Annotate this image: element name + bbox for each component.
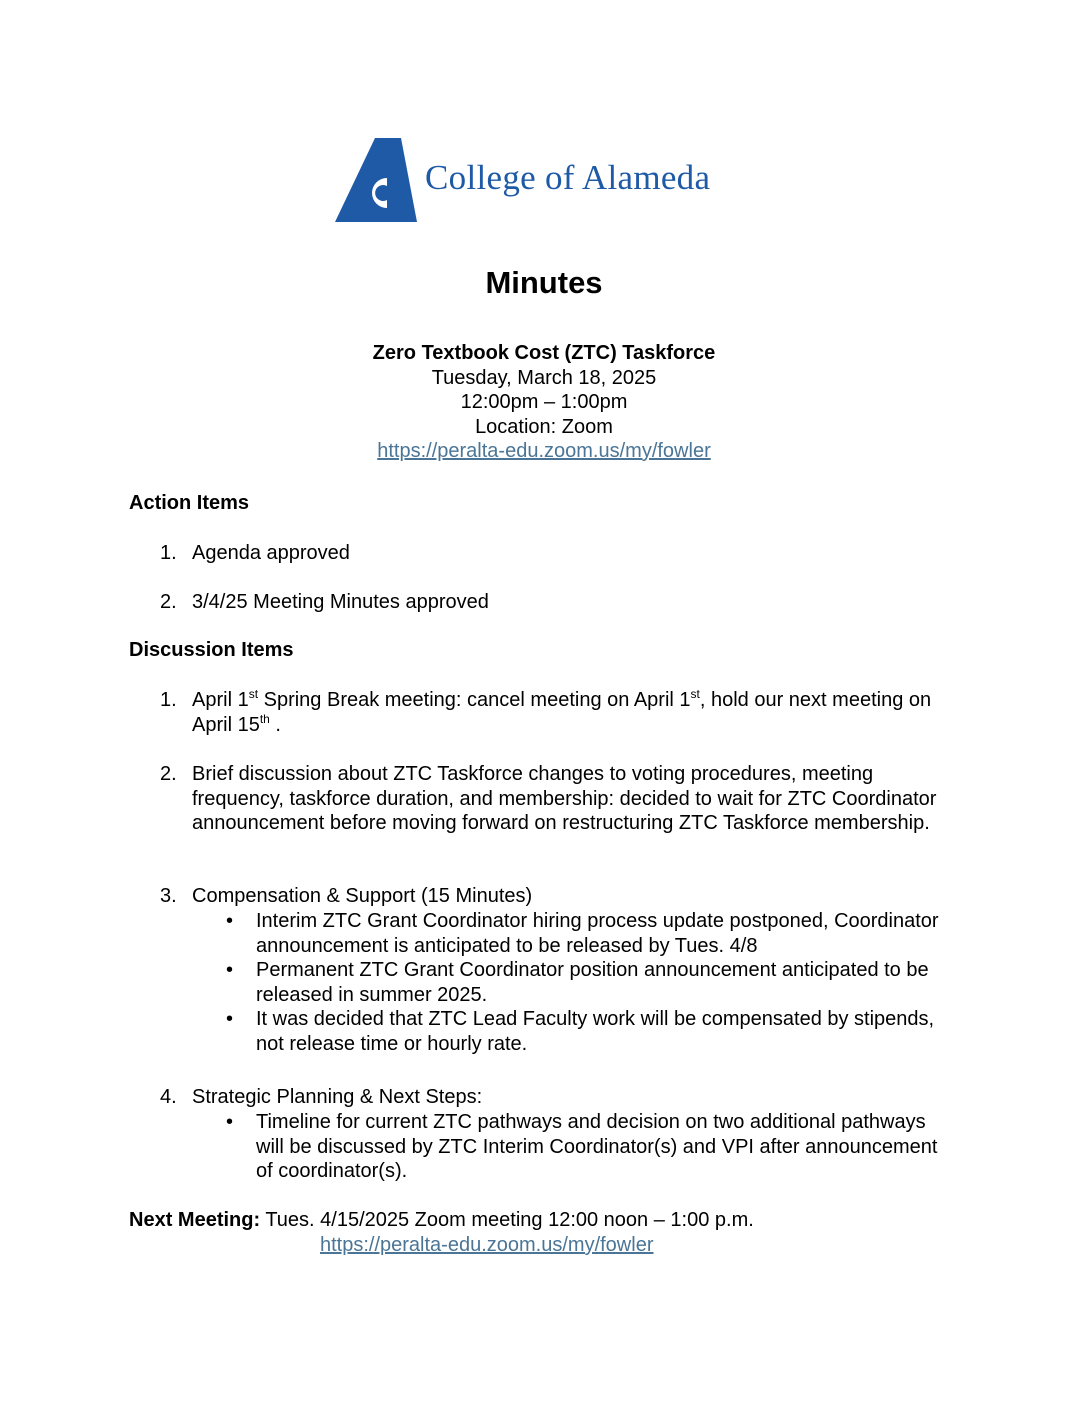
college-logo-text: College of Alameda <box>425 158 711 197</box>
bullet-icon: • <box>226 1111 234 1133</box>
bullet-icon: • <box>226 1008 234 1030</box>
bullet-item: • Timeline for current ZTC pathways and decision on two additional pathways will be discussed by ZTC Interim Coordinator(s) and VPI after announcement of coordinator(s). <box>226 1111 938 1182</box>
action-items-heading: Action Items <box>129 492 250 514</box>
college-logo <box>335 138 755 224</box>
bullet-item: • Permanent ZTC Grant Coordinator position announcement anticipated to be released in summer 2025. <box>226 959 929 1006</box>
discussion-items-heading: Discussion Items <box>129 639 294 661</box>
bullet-list <box>226 909 956 1056</box>
bullet-icon: • <box>226 959 234 981</box>
next-meeting-zoom-link[interactable]: https://peralta-edu.zoom.us/my/fowler <box>320 1234 654 1256</box>
discussion-item-number: 4. <box>160 1086 177 1108</box>
action-item-number: 1. <box>160 542 177 564</box>
meeting-date: Tuesday, March 18, 2025 <box>431 366 657 389</box>
discussion-item-text: Brief discussion about ZTC Taskforce changes to voting procedures, meeting frequency, taskforce duration, and membership: decided to wait for ZTC Coordinator announcement before moving forward on restructuring ZTC Taskforce membership. <box>192 763 937 834</box>
next-meeting-text: Tues. 4/15/2025 Zoom meeting 12:00 noon – 1:00 p.m. <box>260 1209 754 1231</box>
meeting-time: 12:00pm – 1:00pm <box>460 391 628 413</box>
college-logo-mark-icon <box>335 138 421 224</box>
next-meeting <box>129 1209 754 1232</box>
bullet-icon: • <box>226 910 234 932</box>
next-meeting-label: Next Meeting: <box>129 1209 261 1231</box>
action-item-text: Agenda approved <box>192 542 350 564</box>
discussion-item-text: Compensation & Support (15 Minutes) <box>192 885 533 907</box>
discussion-item-number: 3. <box>160 885 177 907</box>
action-item-text: 3/4/25 Meeting Minutes approved <box>192 591 489 613</box>
bullet-item: • It was decided that ZTC Lead Faculty work will be compensated by stipends, not release time or hourly rate. <box>226 1008 935 1055</box>
action-item-number: 2. <box>160 591 177 613</box>
discussion-item-number: 2. <box>160 763 177 785</box>
bullet-item: • Interim ZTC Grant Coordinator hiring process update postponed, Coordinator announcement is anticipated to be released by Tues. 4/8 <box>226 910 939 957</box>
discussion-item-number: 1. <box>160 689 177 711</box>
zoom-link[interactable]: https://peralta-edu.zoom.us/my/fowler <box>377 440 711 462</box>
meeting-header <box>0 341 1088 464</box>
page-title: Minutes <box>485 265 603 300</box>
meeting-subtitle: Zero Textbook Cost (ZTC) Taskforce <box>372 342 716 364</box>
bullet-list <box>226 1110 956 1184</box>
discussion-item-text: April 1st Spring Break meeting: cancel meeting on April 1st, hold our next meeting on April 15th . <box>192 687 932 736</box>
meeting-location: Location: Zoom <box>475 415 613 438</box>
discussion-item-text: Strategic Planning & Next Steps: <box>192 1086 483 1108</box>
